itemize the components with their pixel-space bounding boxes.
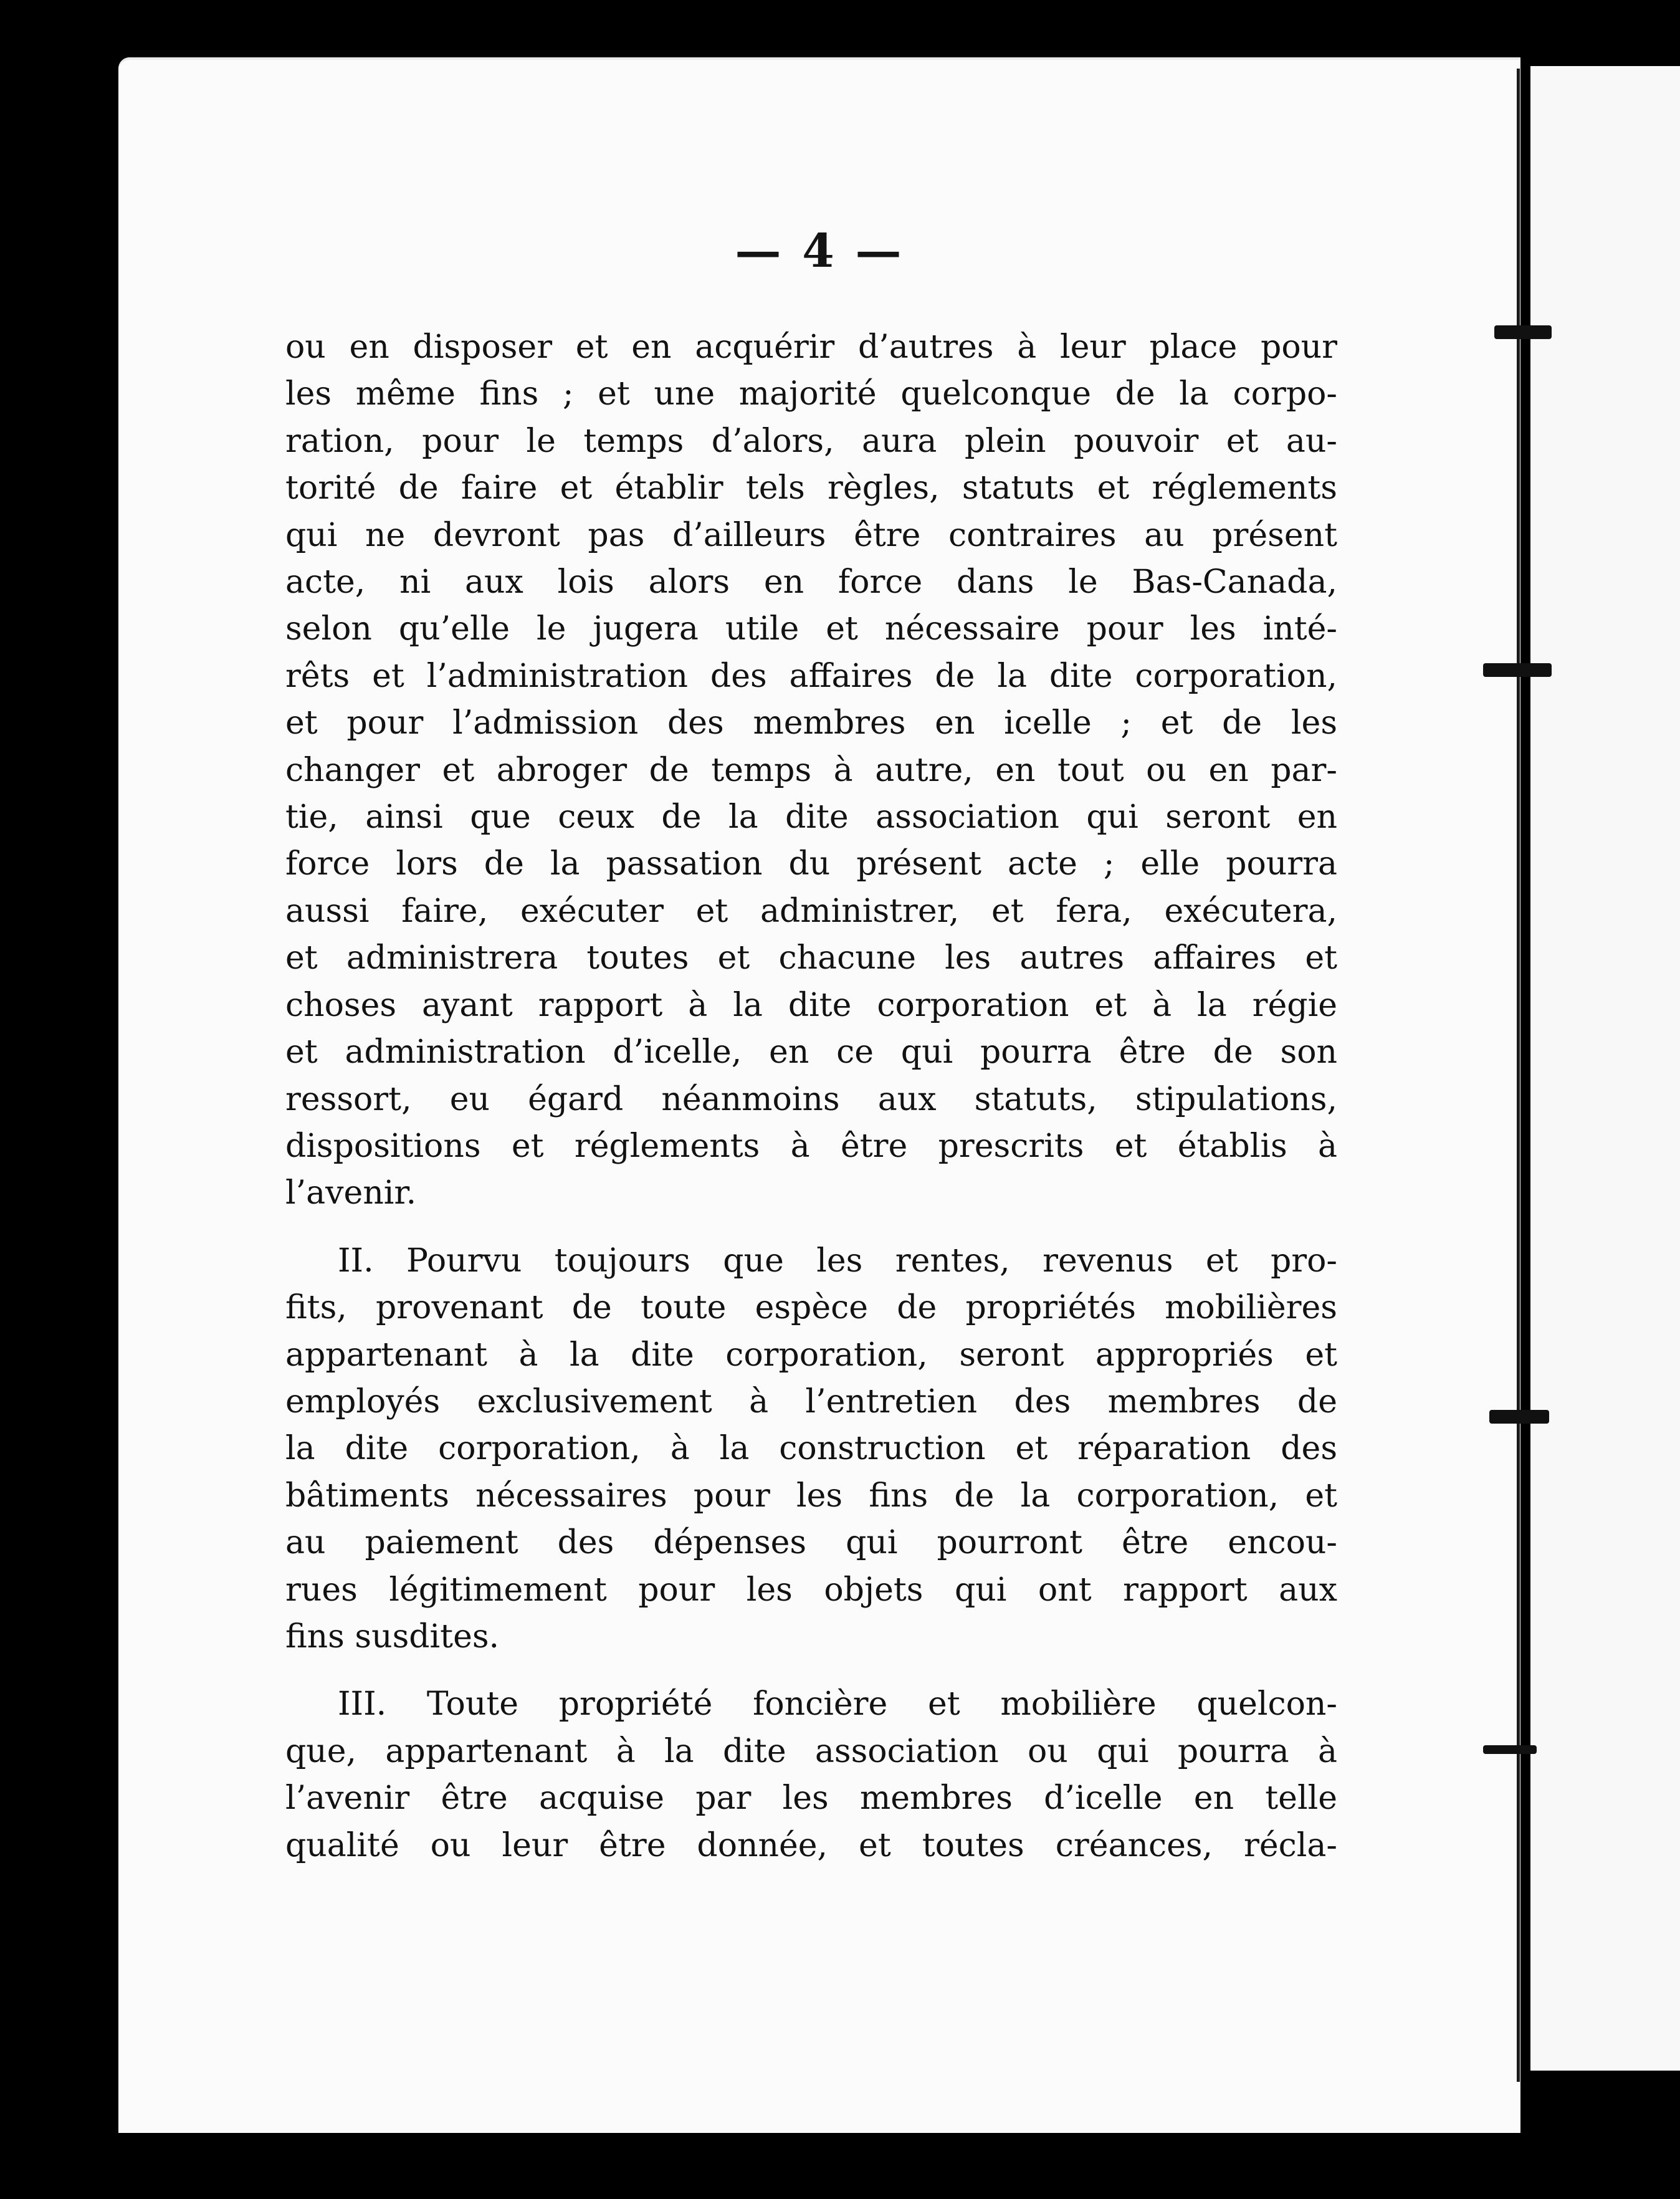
text-line: qui ne devront pas d’ailleurs être contraires au présent xyxy=(285,516,1337,554)
text-line: choses ayant rapport à la dite corporation et à la régie xyxy=(285,986,1337,1024)
text-line: et administrera toutes et chacune les autres affaires et xyxy=(285,939,1337,977)
paragraph-2 xyxy=(285,1238,1337,1661)
page-number: — 4 — xyxy=(735,224,904,278)
text-line: ration, pour le temps d’alors, aura plein pouvoir et au- xyxy=(285,422,1337,460)
text-line: ou en disposer et en acquérir d’autres à leur place pour xyxy=(285,328,1337,366)
text-line: au paiement des dépenses qui pourront être encou- xyxy=(285,1524,1337,1562)
binding-stitch xyxy=(1483,1745,1537,1754)
text-line: rêts et l’administration des affaires de la dite corporation, xyxy=(285,657,1337,695)
text-line: fits, provenant de toute espèce de propriétés mobilières xyxy=(285,1289,1337,1327)
facing-page-edge xyxy=(1530,66,1680,2071)
text-line: changer et abroger de temps à autre, en tout ou en par- xyxy=(285,751,1337,789)
text-line: l’avenir. xyxy=(285,1174,417,1212)
text-line: force lors de la passation du présent acte ; elle pourra xyxy=(285,845,1337,883)
binding-gutter xyxy=(1517,69,1520,2082)
text-line: fins susdites. xyxy=(285,1617,500,1655)
text-line: selon qu’elle le jugera utile et nécessaire pour les inté- xyxy=(285,610,1337,648)
text-line: rues légitimement pour les objets qui ont rapport aux xyxy=(285,1571,1337,1609)
binding-stitch xyxy=(1483,663,1552,677)
text-line: qualité ou leur être donnée, et toutes créances, récla- xyxy=(285,1826,1337,1864)
text-line: III. Toute propriété foncière et mobilière quelcon- xyxy=(338,1685,1337,1723)
text-line: employés exclusivement à l’entretien des membres de xyxy=(285,1382,1337,1420)
text-line: II. Pourvu toujours que les rentes, revenus et pro- xyxy=(338,1242,1337,1280)
text-line: bâtiments nécessaires pour les fins de la corporation, et xyxy=(285,1477,1337,1515)
binding-stitch xyxy=(1489,1410,1549,1424)
paragraph-3 xyxy=(285,1681,1337,1869)
text-line: ressort, eu égard néanmoins aux statuts, stipulations, xyxy=(285,1080,1337,1118)
body-text xyxy=(285,324,1337,1869)
text-line: la dite corporation, à la construction et réparation des xyxy=(285,1430,1337,1468)
text-line: aussi faire, exécuter et administrer, et fera, exécutera, xyxy=(285,892,1337,930)
text-line: acte, ni aux lois alors en force dans le Bas-Canada, xyxy=(285,563,1337,601)
text-line: tie, ainsi que ceux de la dite association qui seront en xyxy=(285,798,1337,836)
text-line: torité de faire et établir tels règles, statuts et réglements xyxy=(285,469,1337,507)
text-line: et administration d’icelle, en ce qui pourra être de son xyxy=(285,1033,1337,1071)
paragraph-1 xyxy=(285,324,1337,1217)
text-line: l’avenir être acquise par les membres d’icelle en telle xyxy=(285,1780,1337,1818)
text-line: les même fins ; et une majorité quelconque de la corpo- xyxy=(285,375,1337,413)
text-line: dispositions et réglements à être prescrits et établis à xyxy=(285,1127,1337,1165)
text-line: et pour l’admission des membres en icelle ; et de les xyxy=(285,704,1337,742)
text-line: que, appartenant à la dite association ou qui pourra à xyxy=(285,1732,1337,1770)
text-line: appartenant à la dite corporation, seront appropriés et xyxy=(285,1336,1337,1374)
binding-stitch xyxy=(1494,325,1552,339)
